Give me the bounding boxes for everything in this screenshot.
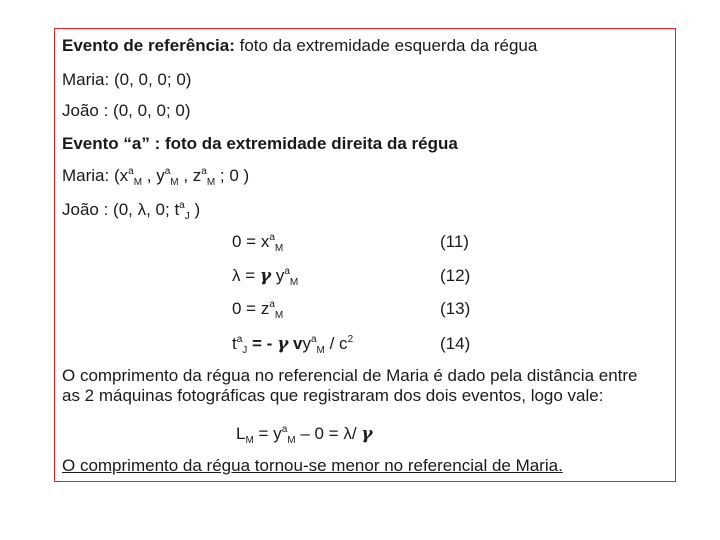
subscript: M <box>316 345 325 356</box>
gamma-symbol: γ <box>259 266 272 286</box>
length-equation <box>236 424 373 447</box>
superscript: a <box>284 266 290 277</box>
paragraph-line-1: O comprimento da régua no referencial de Maria é dado pela distância entre <box>62 366 638 385</box>
superscript: a <box>310 334 317 345</box>
equation-text: – 0 = λ/ <box>295 424 362 443</box>
subscript: M <box>289 277 299 288</box>
subscript: M <box>274 310 284 321</box>
equation-11 <box>232 232 283 255</box>
coord-text: ) <box>189 200 201 219</box>
superscript: a <box>164 166 171 177</box>
conclusion: O comprimento da régua tornou-se menor no referencial de Maria. <box>62 456 563 475</box>
equation-14-number: (14) <box>440 334 471 353</box>
coord-text: ; 0 ) <box>215 166 250 185</box>
equation-text: 0 = x <box>232 232 270 251</box>
equation-14 <box>232 334 353 357</box>
subscript: M <box>206 177 216 188</box>
coord-text: João : (0, λ, 0; t <box>62 200 180 219</box>
equation-text: t <box>232 334 237 353</box>
coord-text: , z <box>178 166 202 185</box>
velocity-symbol: v <box>288 334 303 353</box>
coord-text: , y <box>142 166 165 185</box>
equation-text: / c <box>324 334 348 353</box>
superscript: a <box>269 232 275 243</box>
superscript: 2 <box>347 334 354 345</box>
equation-12 <box>232 266 298 289</box>
paragraph-line-2: as 2 máquinas fotográficas que registraram dos dois eventos, logo vale: <box>62 386 604 405</box>
coord-text: Maria: (x <box>62 166 129 185</box>
superscript: a <box>236 334 243 345</box>
gamma-symbol: γ <box>361 424 373 444</box>
reference-event-label: Evento de referência: <box>62 36 235 55</box>
subscript: M <box>245 435 254 446</box>
equation-text: y <box>271 266 285 285</box>
subscript: M <box>170 177 179 188</box>
superscript: a <box>269 299 275 310</box>
reference-event-line <box>62 36 537 56</box>
equation-13-number: (13) <box>440 299 471 318</box>
superscript: a <box>201 166 207 177</box>
equation-text: λ = <box>232 266 260 285</box>
equation-text: = y <box>253 424 282 443</box>
equation-13 <box>232 299 283 322</box>
maria-event-a-coords <box>62 166 249 189</box>
equation-12-number: (12) <box>440 266 471 285</box>
joao-reference-coords: João : (0, 0, 0; 0) <box>62 101 191 120</box>
content-frame <box>54 28 676 482</box>
subscript: M <box>133 177 143 188</box>
event-a-heading: Evento “a” : foto da extremidade direita da régua <box>62 134 458 153</box>
equation-text: L <box>236 424 246 443</box>
equation-11-number: (11) <box>440 232 469 251</box>
maria-reference-coords: Maria: (0, 0, 0; 0) <box>62 70 192 89</box>
subscript: J <box>242 345 248 356</box>
equation-text: = - <box>247 334 278 353</box>
superscript: a <box>128 166 134 177</box>
subscript: M <box>287 435 296 446</box>
subscript: M <box>274 243 284 254</box>
joao-event-a-coords <box>62 200 200 223</box>
reference-event-description: foto da extremidade esquerda da régua <box>234 36 538 55</box>
subscript: J <box>184 211 190 222</box>
superscript: a <box>179 200 185 211</box>
equation-text: y <box>302 334 311 353</box>
superscript: a <box>281 424 288 435</box>
gamma-symbol: γ <box>277 334 289 354</box>
equation-text: 0 = z <box>232 299 270 318</box>
